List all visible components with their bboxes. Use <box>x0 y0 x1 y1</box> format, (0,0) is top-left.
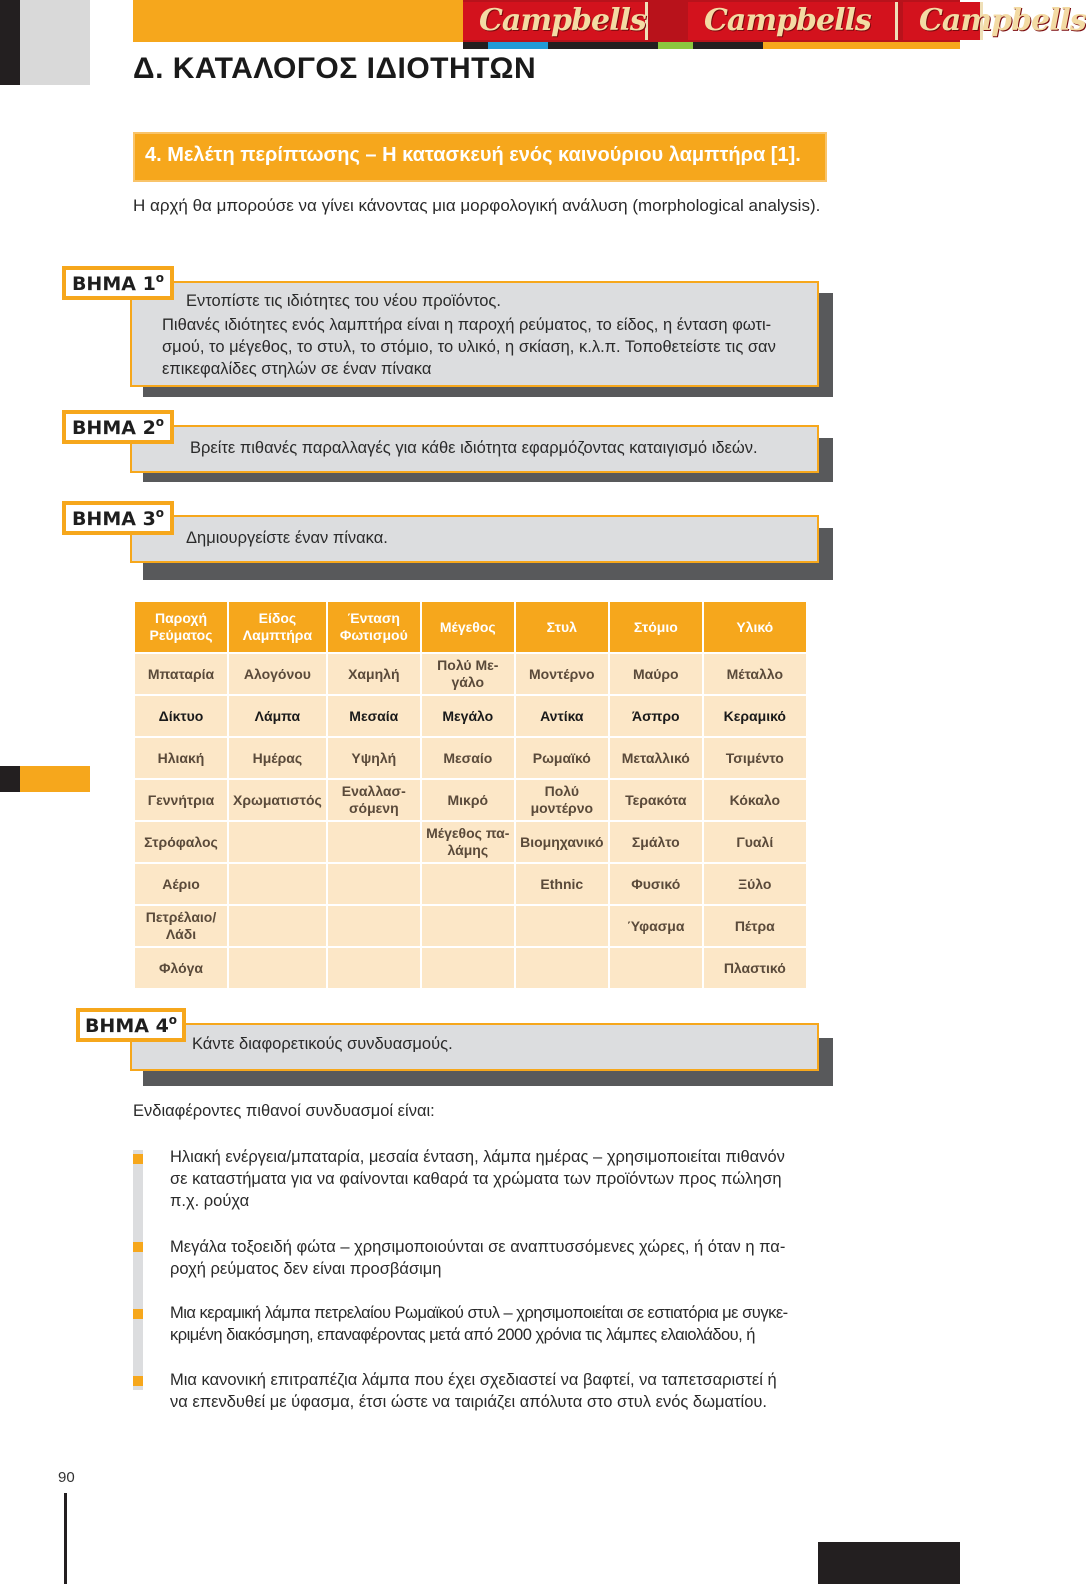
table-cell: Ξύλο <box>704 864 806 904</box>
step3-label: ΒΗΜΑ $3^o$ <box>62 501 174 535</box>
bullet-marker <box>133 1154 143 1164</box>
header-cell: Μέγεθος <box>422 602 514 652</box>
table-cell <box>328 948 420 988</box>
table-cell: Άσπρο <box>610 696 702 736</box>
header-cell: Στυλ <box>516 602 608 652</box>
table-cell: Μεγάλο <box>422 696 514 736</box>
table-cell <box>422 864 514 904</box>
table-header-row <box>135 602 806 652</box>
table-cell: Πετρέλαιο/ Λάδι <box>135 906 227 946</box>
table-cell: Μεταλλικό <box>610 738 702 778</box>
table-cell: Ethnic <box>516 864 608 904</box>
table-cell <box>328 822 420 862</box>
step1-label: ΒΗΜΑ $1^o$ <box>62 266 174 300</box>
table-row <box>135 948 806 988</box>
table-cell <box>610 948 702 988</box>
table-cell: Ημέρας <box>229 738 326 778</box>
campbells-logo: Campbells <box>903 2 983 40</box>
header-cell: Στόμιο <box>610 602 702 652</box>
table-cell: Μεσαίο <box>422 738 514 778</box>
table-cell: Γυαλί <box>704 822 806 862</box>
campbells-logo: Campbells <box>463 2 648 40</box>
header-orange-bar <box>133 0 463 42</box>
table-cell: Ηλιακή <box>135 738 227 778</box>
step4-text: Κάντε διαφορετικούς συνδυασμούς. <box>192 1035 453 1053</box>
table-cell: Πλαστικό <box>704 948 806 988</box>
table-cell: Ύφασμα <box>610 906 702 946</box>
campbells-logo: Campbells <box>688 2 898 40</box>
table-row <box>135 864 806 904</box>
table-cell: Φλόγα <box>135 948 227 988</box>
header-cell: Είδος Λαμπτήρα <box>229 602 326 652</box>
table-cell <box>229 906 326 946</box>
table-cell: Μαύρο <box>610 654 702 694</box>
table-row <box>135 654 806 694</box>
section-heading-box <box>133 132 827 182</box>
table-cell <box>328 906 420 946</box>
step3-text: Δημιουργείστε έναν πίνακα. <box>186 529 388 547</box>
combinations-heading: Ενδιαφέροντες πιθανοί συνδυασμοί είναι: <box>133 1102 435 1120</box>
table-cell: Αντίκα <box>516 696 608 736</box>
table-cell: Μεσαία <box>328 696 420 736</box>
table-cell <box>229 864 326 904</box>
table-cell: Εναλλασ- σόμενη <box>328 780 420 820</box>
step1-line-2: Πιθανές ιδιότητες ενός λαμπτήρα είναι η παροχή ρεύματος, το είδος, η ένταση φωτι- <box>162 316 772 334</box>
header-logo-banner <box>463 0 1086 42</box>
morphological-table <box>133 600 808 990</box>
table-row <box>135 822 806 862</box>
table-cell: Στρόφαλος <box>135 822 227 862</box>
step2-text: Βρείτε πιθανές παραλλαγές για κάθε ιδιότητα εφαρμόζοντας καταιγισμό ιδεών. <box>190 439 758 457</box>
step2-label: ΒΗΜΑ $2^o$ <box>62 410 174 444</box>
table-cell: Αλογόνου <box>229 654 326 694</box>
footer-vertical-rule <box>64 1493 67 1584</box>
table-cell <box>516 948 608 988</box>
intro-paragraph: Η αρχή θα μπορούσε να γίνει κάνοντας μια μορφολογική ανάλυση (morphological analysis). <box>133 196 821 215</box>
table-cell: Φυσικό <box>610 864 702 904</box>
corner-grey-block <box>20 0 90 85</box>
bullet-item: Μεγάλα τοξοειδή φώτα – χρησιμοποιούνται σε αναπτυσσόμενες χώρες, ή όταν η πα- ροχή ρεύματος δεν είναι προσβάσιμη <box>170 1238 786 1278</box>
step1-line-4: επικεφαλίδες στηλών σε έναν πίνακα <box>162 360 432 378</box>
table-cell: Δίκτυο <box>135 696 227 736</box>
bullet-marker <box>133 1309 143 1319</box>
header-cell: Παροχή Ρεύματος <box>135 602 227 652</box>
section-heading: 4. Μελέτη περίπτωσης – Η κατασκευή ενός καινούριου λαμπτήρα [1]. <box>145 144 801 166</box>
table-row <box>135 906 806 946</box>
bullet-item: Μια κανονική επιτραπέζια λάμπα που έχει σχεδιαστεί να βαφτεί, να ταπετσαριστεί ή να επενδυθεί με ύφασμα, έτσι ώστε να ταιριάζει απόλυτα στο στυλ ενός δωματίου. <box>170 1371 777 1411</box>
page-number: 90 <box>58 1469 75 1486</box>
table-cell <box>229 948 326 988</box>
table-cell: Μοντέρνο <box>516 654 608 694</box>
table-cell: Ρωμαϊκό <box>516 738 608 778</box>
header-cell: Ένταση Φωτισμού <box>328 602 420 652</box>
table-cell: Γεννήτρια <box>135 780 227 820</box>
table-row <box>135 780 806 820</box>
table-row <box>135 738 806 778</box>
page-title: Δ. ΚΑΤΑΛΟΓΟΣ ΙΔΙΟΤΗΤΩΝ <box>133 52 537 85</box>
table-cell: Λάμπα <box>229 696 326 736</box>
table-cell: Βιομηχανικό <box>516 822 608 862</box>
corner-black-block <box>0 0 20 85</box>
table-cell <box>328 864 420 904</box>
table-cell: Τερακότα <box>610 780 702 820</box>
side-margin-marker <box>0 766 90 792</box>
table-cell <box>516 906 608 946</box>
table-cell: Πολύ Με- γάλο <box>422 654 514 694</box>
table-cell <box>422 948 514 988</box>
table-cell: Κεραμικό <box>704 696 806 736</box>
table-cell: Κόκαλο <box>704 780 806 820</box>
table-cell: Αέριο <box>135 864 227 904</box>
table-cell: Υψηλή <box>328 738 420 778</box>
step1-line-3: σμού, το μέγεθος, το στυλ, το στόμιο, το υλικό, η σκίαση, κ.λ.π. Τοποθετείστε τις σαν <box>162 338 776 356</box>
table-cell: Μπαταρία <box>135 654 227 694</box>
bullets-side-bar <box>133 1150 143 1390</box>
table-cell: Πέτρα <box>704 906 806 946</box>
table-cell: Χρωματιστός <box>229 780 326 820</box>
header-cell: Υλικό <box>704 602 806 652</box>
table-cell: Μικρό <box>422 780 514 820</box>
table-cell <box>422 906 514 946</box>
table-cell: Χαμηλή <box>328 654 420 694</box>
bullet-item: Μια κεραμική λάμπα πετρελαίου Ρωμαϊκού στυλ – χρησιμοποιείται σε εστιατόρια με συγκε- κριμένη διακόσμηση, επαναφέροντας μετά από 2000 χρόνια τις λάμπες ελαιολάδου, ή <box>170 1304 788 1344</box>
step4-label: ΒΗΜΑ $4^o$ <box>76 1008 186 1042</box>
header-color-strip <box>463 42 960 49</box>
table-cell: Μέταλλο <box>704 654 806 694</box>
table-row <box>135 696 806 736</box>
step1-line-1: Εντοπίστε τις ιδιότητες του νέου προϊόντος. <box>186 292 501 310</box>
bullet-marker <box>133 1242 143 1252</box>
footer-corner-block <box>818 1542 960 1584</box>
table-cell: Πολύ μοντέρνο <box>516 780 608 820</box>
table-cell: Μέγεθος πα- λάμης <box>422 822 514 862</box>
table-cell <box>229 822 326 862</box>
bullet-item: Ηλιακή ενέργεια/μπαταρία, μεσαία ένταση, λάμπα ημέρας – χρησιμοποιείται πιθανόν σε καταστήματα για να φαίνονται καθαρά τα χρώματα των προϊόντων προς πώληση π.χ. ρούχα <box>170 1148 785 1210</box>
table-cell: Σμάλτο <box>610 822 702 862</box>
bullet-marker <box>133 1376 143 1386</box>
table-cell: Τσιμέντο <box>704 738 806 778</box>
